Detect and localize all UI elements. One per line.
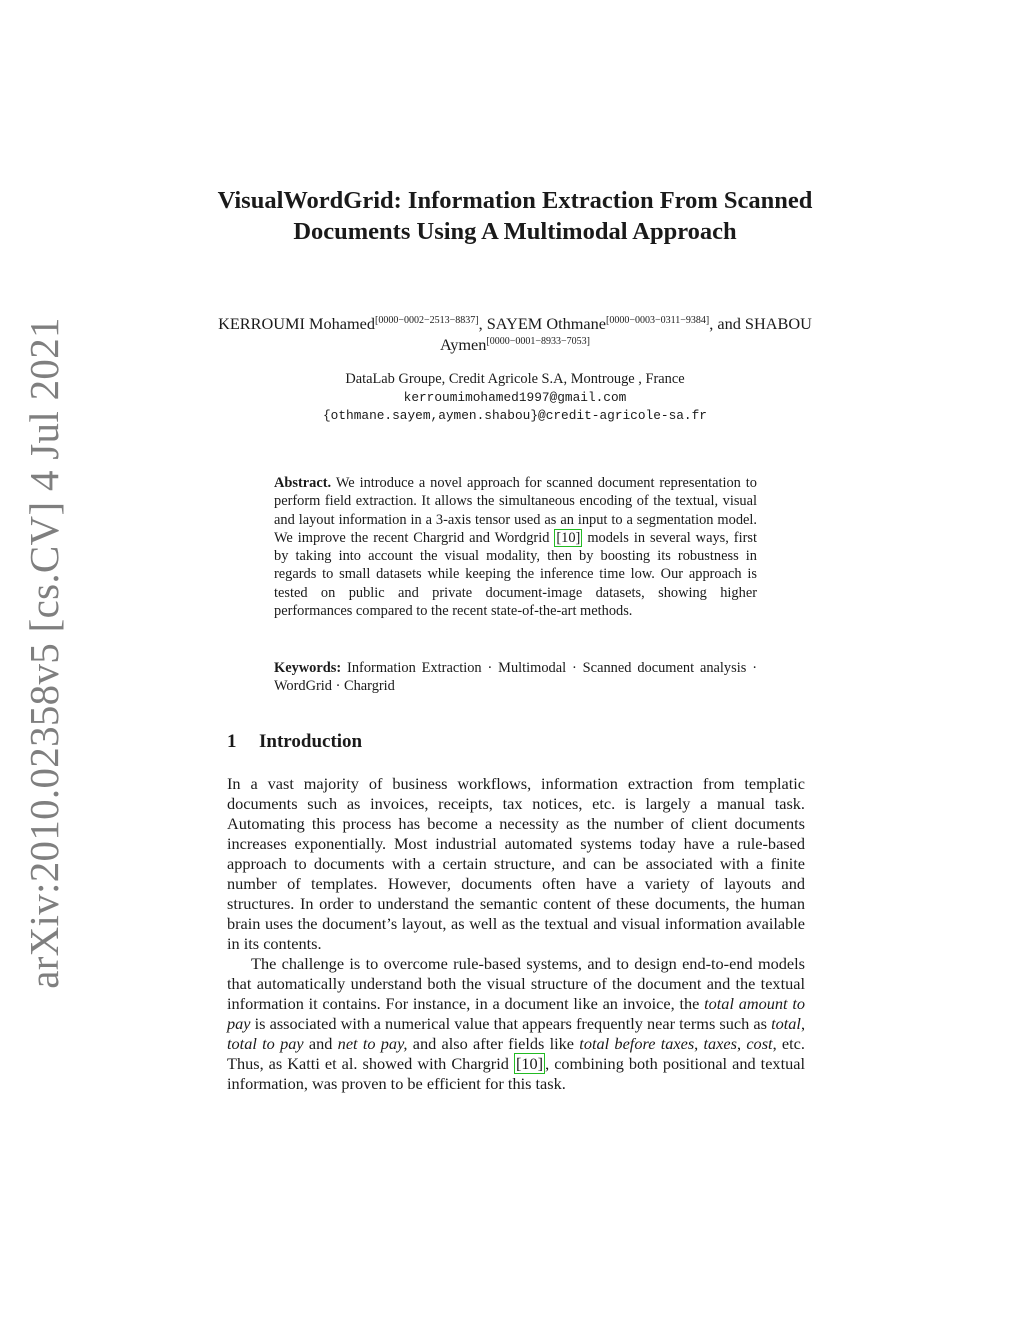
p2-text: , xyxy=(736,1034,742,1053)
citation-link[interactable]: [10] xyxy=(556,529,581,546)
p2-term: cost xyxy=(746,1034,773,1053)
paragraph-1: In a vast majority of business workflows, information extraction from templatic documents such as invoices, receipts, tax notices, etc. is largely a manual task. Automating this process has become a necessity as the number of client documents increases exponentially. Most industrial automated systems today have a rule-based approach to documents with a certain structure, and can be associated with a finite number of templates. However, documents often have a variety of layouts and structures. In order to understand the semantic content of these documents, the human brain uses the document’s layout, as well as the textual and visual information available in its contents. xyxy=(227,774,805,953)
p2-text: is associated with a numerical value that appears frequently near terms such as xyxy=(254,1014,767,1033)
orcid-1: [0000−0002−2513−8837] xyxy=(375,315,479,326)
abstract xyxy=(274,474,757,620)
keywords-label: Keywords: xyxy=(274,660,342,676)
p2-text: , combining both positional and textual information, was proven to be efficient for this task. xyxy=(227,1054,805,1093)
abstract-label: Abstract. xyxy=(274,475,332,491)
section-title: Introduction xyxy=(259,731,363,752)
abstract-text-a: We introduce a novel approach for scanned document representation to perform field extraction. It allows the simultaneous encoding of the textual, visual and layout information in a 3-axis tensor used as an input to a segmentation model. We improve the recent Chargrid and Wordgrid xyxy=(274,475,757,546)
p2-term: taxes xyxy=(703,1034,737,1053)
keywords-text: Information Extraction · Multimodal · Scanned document analysis · WordGrid · Chargrid xyxy=(274,660,757,695)
abstract-text-b: models in several ways, first by taking into account the visual modality, then by boosting its robustness in regards to small datasets while keeping the inference time low. Our approach is tested on public and private document-image datasets, showing higher performances compared to the recent state-of-the-art methods. xyxy=(274,529,757,620)
section-number: 1 xyxy=(227,731,237,752)
p2-text: , xyxy=(800,1014,806,1033)
paragraph-2 xyxy=(227,954,805,1094)
orcid-2: [0000−0003−0311−9384] xyxy=(606,315,710,326)
email-secondary[interactable]: {othmane.sayem,aymen.shabou}@credit-agricole-sa.fr xyxy=(323,408,707,423)
p2-term: total to pay xyxy=(227,1034,304,1053)
arxiv-identifier[interactable]: arXiv:2010.02358v5 [cs.CV] 4 Jul 2021 xyxy=(21,317,67,989)
p2-text: and xyxy=(308,1034,333,1053)
author-1: KERROUMI Mohamed xyxy=(218,314,376,333)
author-list xyxy=(200,313,830,355)
author-3: , and SHABOU Aymen xyxy=(439,314,812,354)
email-primary[interactable]: kerroumimohamed1997@gmail.com xyxy=(403,389,627,405)
section-heading xyxy=(227,731,362,753)
p2-text: , etc. Thus, as Katti et al. showed with Chargrid xyxy=(227,1034,805,1073)
citation-link[interactable]: [10] xyxy=(515,1054,544,1073)
p2-term: total amount to pay xyxy=(227,994,805,1033)
p2-term: total xyxy=(771,1014,801,1033)
p2-text: and also after fields like xyxy=(412,1034,575,1053)
p2-term: total before taxes xyxy=(579,1034,695,1053)
affiliation-block xyxy=(200,370,830,426)
paper-title: VisualWordGrid: Information Extraction From Scanned Documents Using A Multimodal Approach xyxy=(217,187,813,245)
orcid-3: [0000−0001−8933−7053] xyxy=(486,336,591,347)
author-2: , SAYEM Othmane xyxy=(478,314,606,333)
p2-text: The challenge is to overcome rule-based systems, and to design end-to-end models that automatically understand both the visual structure of the document and the textual information it contains. For instance, in a document like an invoice, the xyxy=(227,954,805,1013)
p2-text: , xyxy=(694,1034,699,1053)
affiliation-org: DataLab Groupe, Credit Agricole S.A, Montrouge , France xyxy=(345,371,685,387)
p2-term: net to pay, xyxy=(337,1034,408,1053)
keywords xyxy=(274,659,757,696)
